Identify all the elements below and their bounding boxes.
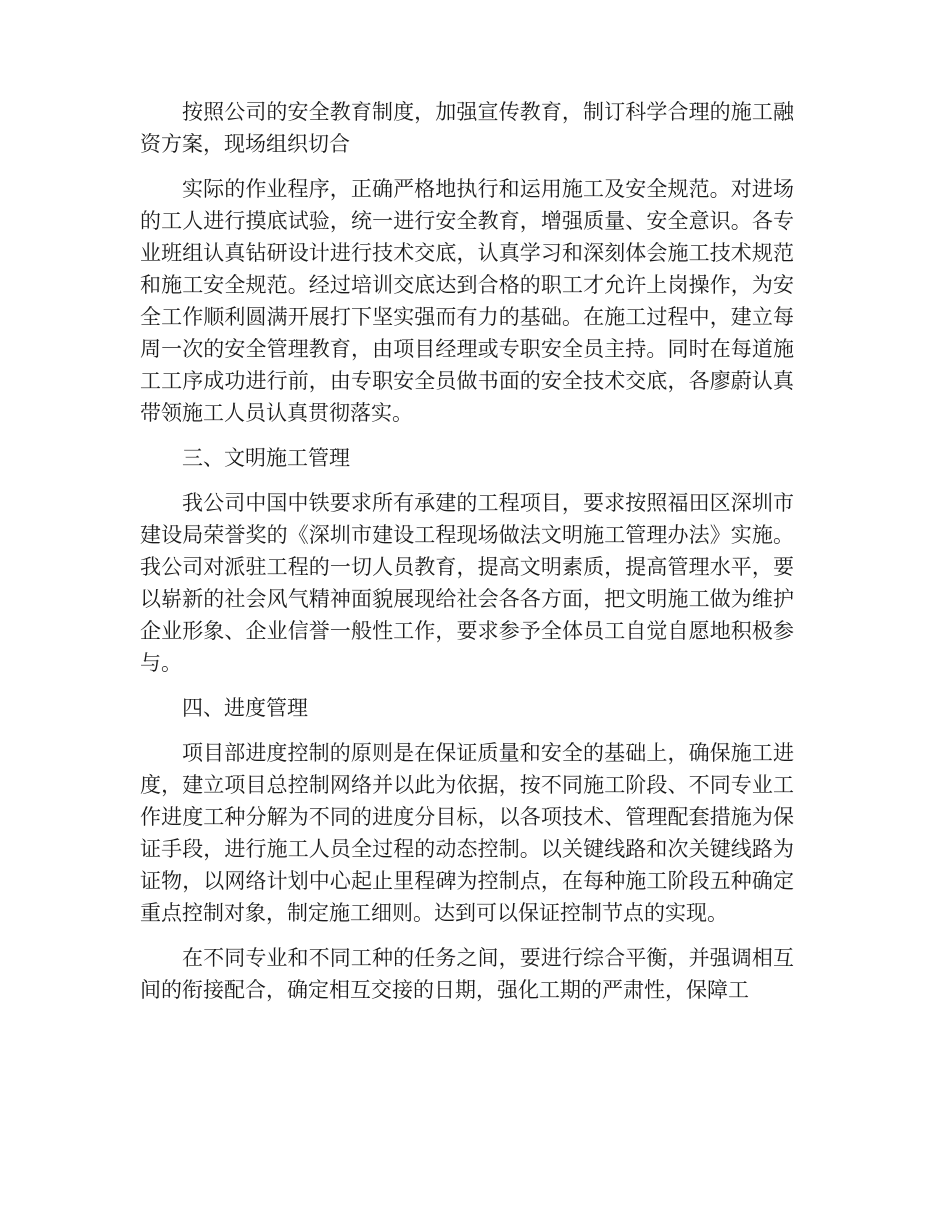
paragraph-civilized-construction: 我公司中国中铁要求所有承建的工程项目，要求按照福田区深圳市建设局荣誉奖的《深圳市建设工程现场做法文明施工管理办法》实施。我公司对派驻工程的一切人员教育，提高文明素质，提高管理水平，要以崭新的社会风气精神面貌展现给社会各各方面，把文明施工做为维护企业形象、企业信誉一般性工作，要求参予全体员工自觉自愿地积极参与。 [140, 491, 794, 675]
section-heading-progress-management: 四、进度管理 [182, 696, 308, 720]
paragraph-progress-control: 项目部进度控制的原则是在保证质量和安全的基础上，确保施工进度，建立项目总控制网络并以此为依据，按不同施工阶段、不同专业工作进度工种分解为不同的进度分目标，以各项技术、管理配套措施为保证手段，进行施工人员全过程的动态控制。以关键线路和次关键线路为证物，以网络计划中心起止里程碑为控制点，在每种施工阶段五种确定重点控制对象，制定施工细则。达到可以保证控制节点的实现。 [140, 741, 794, 925]
paragraph-safety-procedures: 实际的作业程序，正确严格地执行和运用施工及安全规范。对进场的工人进行摸底试验，统一进行安全教育，增强质量、安全意识。各专业班组认真钻研设计进行技术交底，认真学习和深刻体会施工技术规范和施工安全规范。经过培训交底达到合格的职工才允许上岗操作，为安全工作顺利圆满开展打下坚实强而有力的基础。在施工过程中，建立每周一次的安全管理教育，由项目经理或专职安全员主持。同时在每道施工工序成功进行前，由专职安全员做书面的安全技术交底，各廖蔚认真带领施工人员认真贯彻落实。 [140, 177, 794, 425]
document-page [140, 96, 794, 1019]
paragraph-safety-education-intro: 按照公司的安全教育制度，加强宣传教育，制订科学合理的施工融资方案，现场组织切合 [140, 100, 794, 156]
paragraph-coordination: 在不同专业和不同工种的任务之间，要进行综合平衡，并强调相互间的衔接配合，确定相互交接的日期，强化工期的严肃性，保障工 [140, 946, 794, 1002]
section-heading-civilized-construction: 三、文明施工管理 [182, 446, 350, 470]
